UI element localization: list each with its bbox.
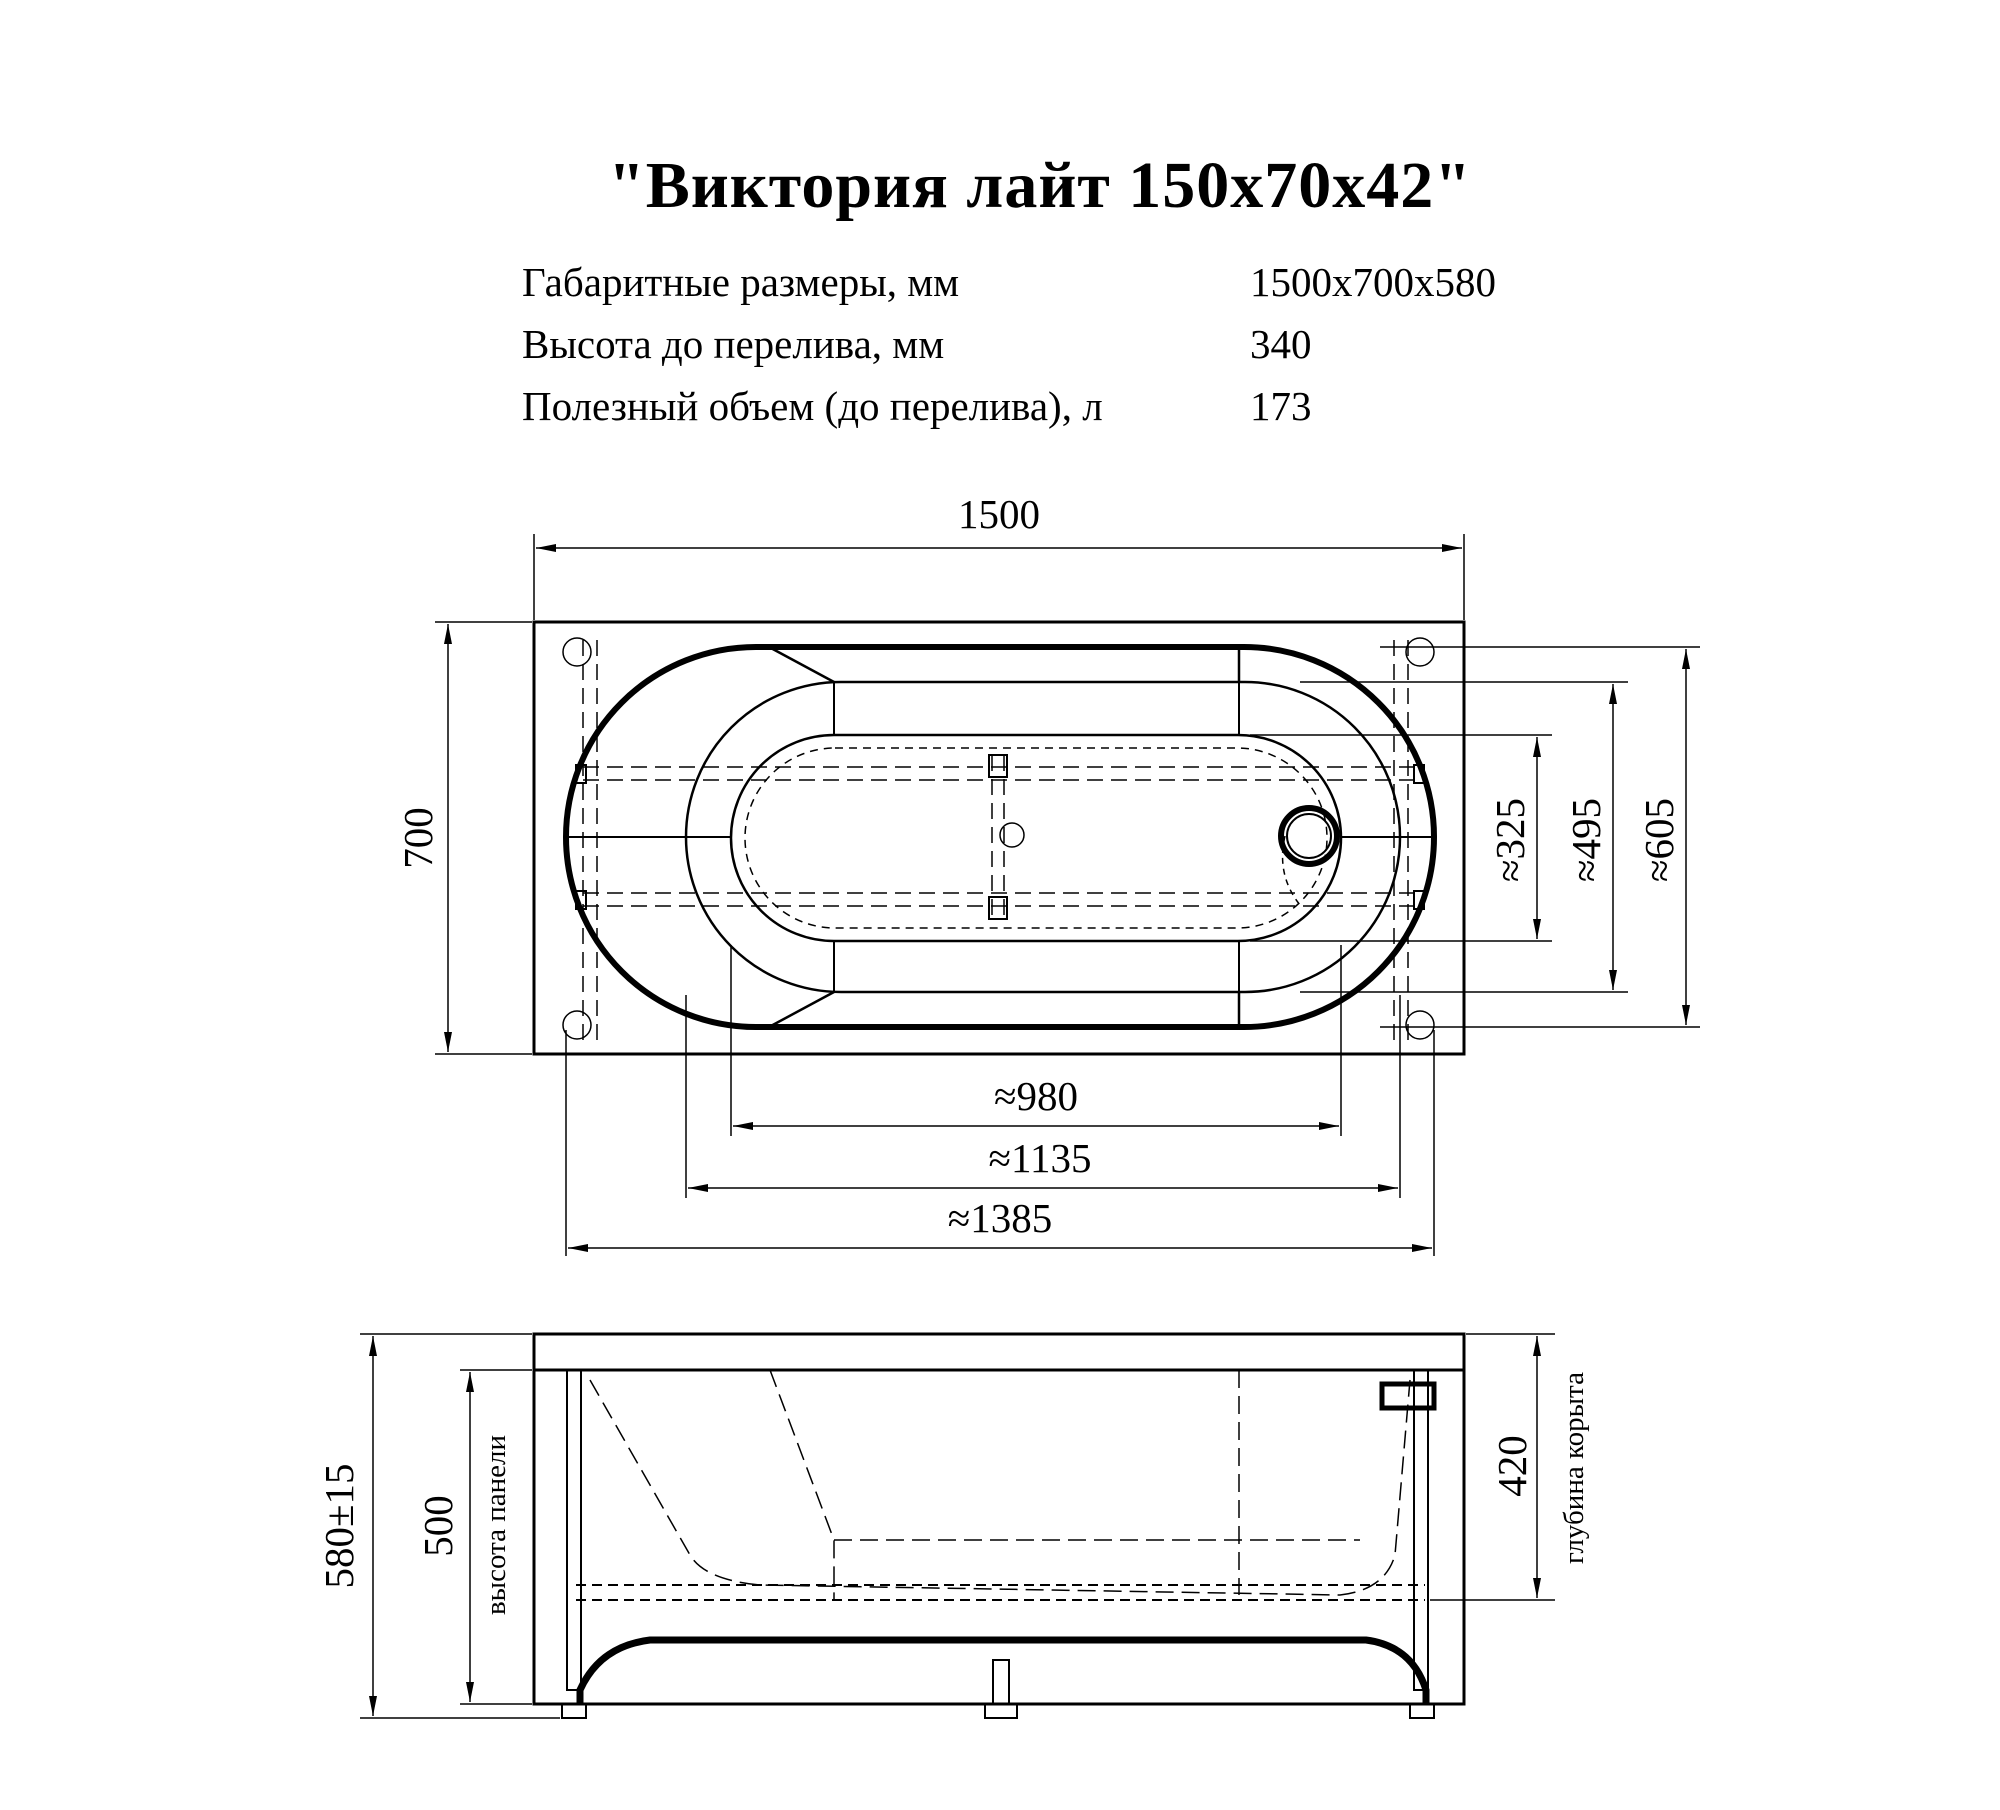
dim-width-label: 700 [395, 807, 441, 869]
dim-total-height: 580±15 [316, 1463, 362, 1589]
side-extension-lines [360, 1334, 1555, 1718]
spec-label: Габаритные размеры, мм [522, 259, 960, 305]
leg [567, 1370, 581, 1690]
dim-inner-width-495: ≈495 [1563, 797, 1609, 883]
drain-inner [1287, 814, 1331, 858]
foot-marker [1406, 638, 1434, 666]
bowl-shelf-outline [686, 682, 1400, 992]
leg-foot [1410, 1704, 1434, 1718]
leg-foot [562, 1704, 586, 1718]
bowl-depth-caption: глубина корыта [1558, 1372, 1590, 1564]
dim-panel-height: 500 [415, 1495, 461, 1557]
dim-inner-width-605: ≈605 [1636, 797, 1682, 883]
panel-cutout [580, 1640, 1426, 1704]
dim-bowl-depth: 420 [1489, 1435, 1535, 1497]
dim-inner-length-1135: ≈1135 [988, 1135, 1092, 1181]
center-leg-foot [985, 1704, 1017, 1718]
panel-height-caption: высота панели [480, 1434, 512, 1616]
foot-marker [563, 1011, 591, 1039]
spec-value: 1500х700х580 [1250, 259, 1496, 305]
bowl-hidden-lines [590, 1370, 1410, 1600]
bowl-bottom-outline [731, 735, 1341, 941]
shelf-divider [769, 647, 834, 682]
spec-label: Полезный объем (до перелива), л [522, 383, 1103, 429]
side-dimension-lines [373, 1336, 1537, 1716]
dim-inner-length-980: ≈980 [993, 1073, 1079, 1119]
side-body-outline [534, 1334, 1464, 1704]
dim-inner-width-325: ≈325 [1487, 797, 1533, 883]
side-view [360, 1334, 1555, 1718]
dim-inner-length-1385: ≈1385 [947, 1195, 1053, 1241]
drain-icon [1281, 808, 1337, 864]
foot-marker [563, 638, 591, 666]
leg [1414, 1370, 1428, 1690]
foot-marker [1406, 1011, 1434, 1039]
bowl-bottom-inner-edge [745, 748, 1327, 928]
center-leg [993, 1660, 1009, 1704]
spec-label: Высота до перелива, мм [522, 321, 945, 367]
shelf-divider [769, 992, 834, 1027]
dim-length-label: 1500 [958, 491, 1040, 537]
spec-value: 340 [1250, 321, 1312, 367]
spec-value: 173 [1250, 383, 1312, 429]
product-title: "Виктория лайт 150х70х42" [608, 149, 1472, 222]
